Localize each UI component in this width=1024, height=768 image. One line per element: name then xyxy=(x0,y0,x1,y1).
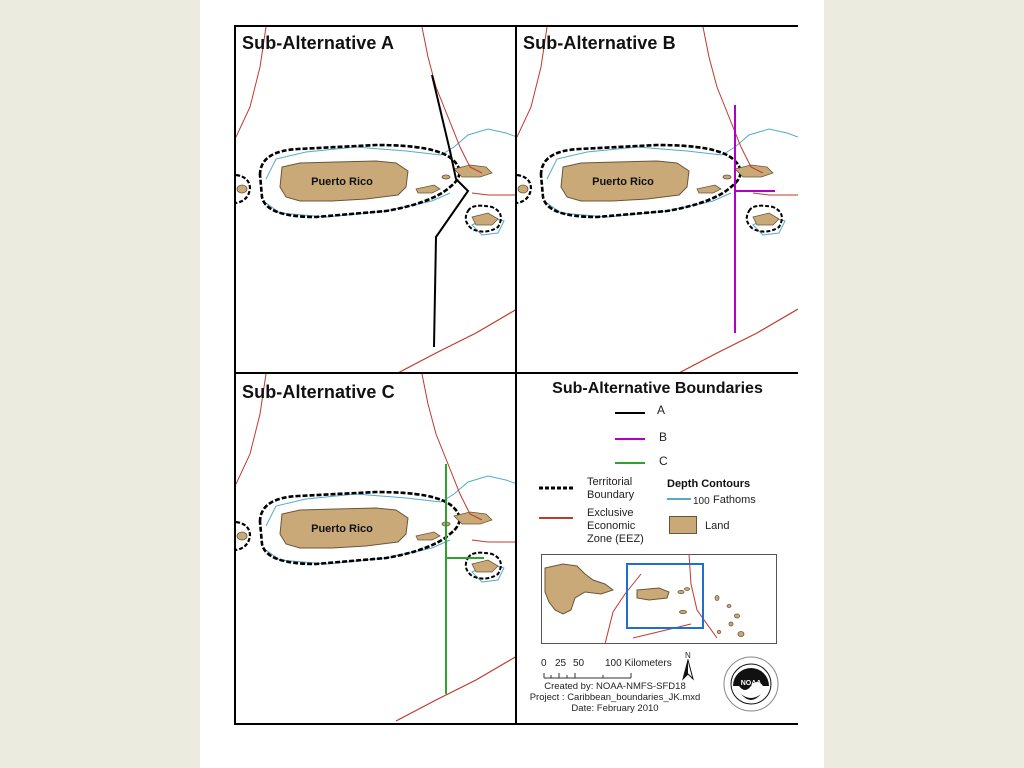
panel-title-a: Sub-Alternative A xyxy=(242,33,395,53)
mona-island xyxy=(237,532,247,540)
inset-overview-map xyxy=(541,554,777,644)
vieques-land xyxy=(697,185,721,193)
legend-label-territorial-2: Boundary xyxy=(587,489,635,501)
legend-label-territorial-1: Territorial xyxy=(587,476,633,488)
scale-tick-50: 50 xyxy=(573,658,585,669)
credit-created-by: Created by: NOAA-NMFS-SFD18 xyxy=(544,681,686,692)
st-thomas-land xyxy=(454,512,492,524)
credit-project: Project : Caribbean_boundaries_JK.mxd xyxy=(529,692,701,703)
legend-title: Sub-Alternative Boundaries xyxy=(552,380,763,397)
vieques-land xyxy=(416,185,440,193)
mona-island xyxy=(237,185,247,193)
legend-label-b: B xyxy=(659,430,668,444)
eez-line-north xyxy=(422,374,482,520)
legend-swatch-a xyxy=(615,412,645,414)
vieques-land xyxy=(416,532,440,540)
st-croix-land xyxy=(472,213,498,225)
panel-title-c: Sub-Alternative C xyxy=(242,382,395,402)
panel-title-b: Sub-Alternative B xyxy=(523,33,676,53)
panel-sub-alternative-a xyxy=(236,27,517,374)
legend-swatch-b xyxy=(615,438,645,440)
puerto-rico-label: Puerto Rico xyxy=(592,176,654,188)
credit-date: Date: February 2010 xyxy=(571,703,659,714)
st-croix-land xyxy=(753,213,779,225)
eez-line-north xyxy=(422,27,482,173)
eez-line-south xyxy=(396,309,517,374)
legend-label-eez-1: Exclusive xyxy=(587,507,634,519)
eez-line-south xyxy=(677,309,798,374)
panel-sub-alternative-b xyxy=(517,27,798,374)
map-frame xyxy=(234,25,798,725)
legend-label-a: A xyxy=(657,403,666,417)
eez-line-east xyxy=(472,193,517,195)
mona-island xyxy=(518,185,528,193)
eez-line-south xyxy=(396,656,517,721)
legend-swatch-depth xyxy=(667,498,691,500)
legend-swatch-land xyxy=(669,516,697,534)
north-arrow-icon xyxy=(681,659,695,681)
legend-swatch-c xyxy=(615,462,645,464)
eez-line-east xyxy=(472,540,517,542)
north-label: N xyxy=(685,651,691,660)
legend-label-eez-2: Economic xyxy=(587,520,636,532)
st-thomas-land xyxy=(454,165,492,177)
legend-swatch-territorial xyxy=(537,482,577,494)
legend-label-eez-3: Zone (EEZ) xyxy=(587,533,644,545)
map-sub-alternative-c xyxy=(236,374,517,723)
legend-depth-value: 100 xyxy=(693,496,710,507)
noaa-logo-icon xyxy=(723,656,779,712)
map-sub-alternative-a xyxy=(236,27,517,374)
culebra-land xyxy=(442,175,450,179)
legend-label-c: C xyxy=(659,454,668,468)
legend-swatch-eez xyxy=(539,517,573,519)
legend-depth-unit: Fathoms xyxy=(713,494,756,506)
scale-tick-100: 100 Kilometers xyxy=(605,658,672,669)
scale-tick-0: 0 xyxy=(541,658,547,669)
puerto-rico-label: Puerto Rico xyxy=(311,523,373,535)
legend-depth-title: Depth Contours xyxy=(667,478,751,490)
svg-text:NOAA: NOAA xyxy=(740,680,762,687)
legend-panel xyxy=(517,374,798,723)
culebra-land xyxy=(723,175,731,179)
puerto-rico-label: Puerto Rico xyxy=(311,176,373,188)
panel-sub-alternative-c xyxy=(236,374,517,723)
eez-line-north xyxy=(703,27,763,173)
scale-bar xyxy=(543,670,633,680)
st-croix-land xyxy=(472,560,498,572)
map-sub-alternative-b xyxy=(517,27,798,374)
eez-line-east xyxy=(753,193,798,195)
boundary-line-a xyxy=(432,75,468,347)
st-thomas-land xyxy=(735,165,773,177)
scale-tick-25: 25 xyxy=(555,658,567,669)
legend-label-land: Land xyxy=(705,520,730,532)
